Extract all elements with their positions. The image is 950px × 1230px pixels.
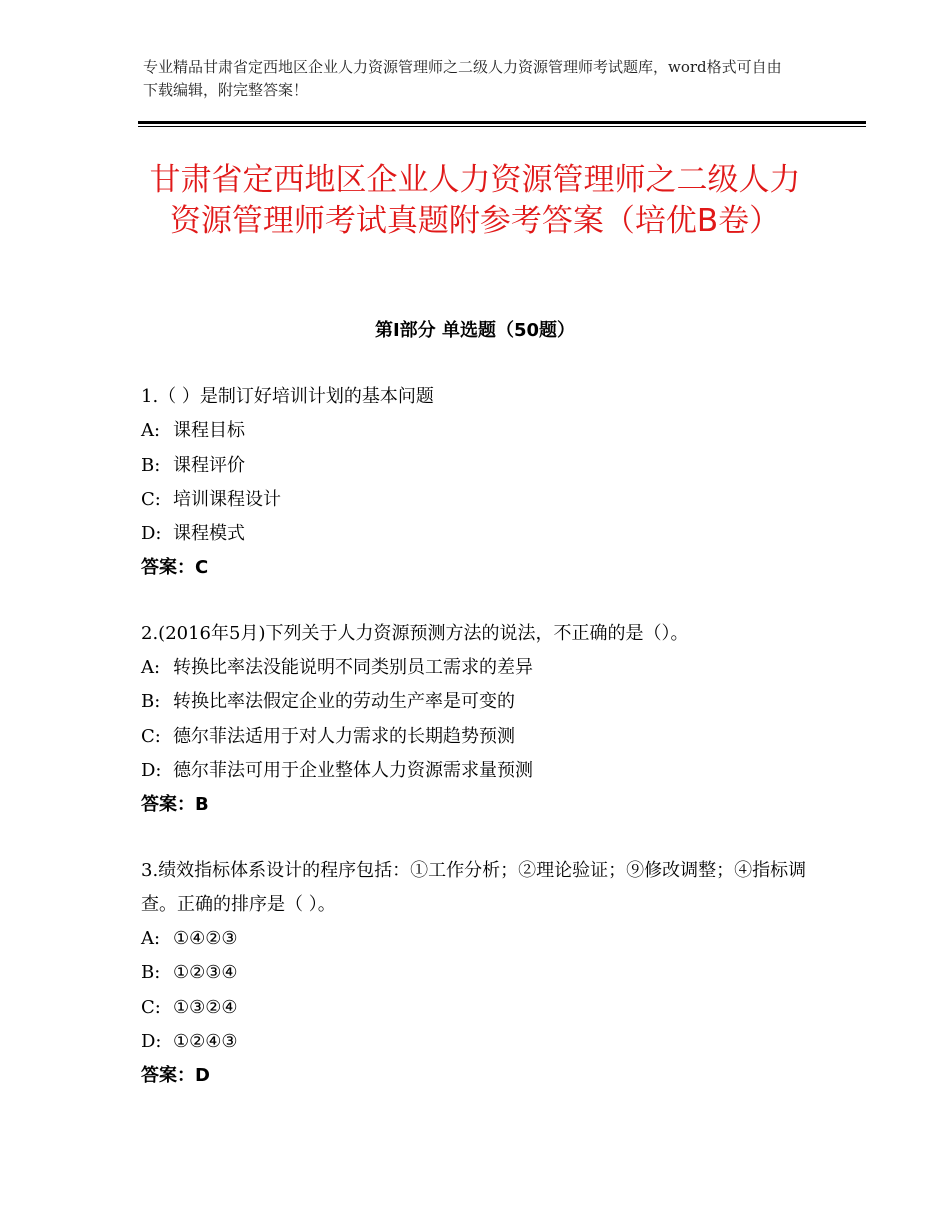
- option-b: [141, 685, 821, 719]
- question-list: [141, 380, 821, 1125]
- answer-line: 答案：D: [141, 1065, 210, 1087]
- document-title: 甘肃省定西地区企业人力资源管理师之二级人力资源管理师考试真题附参考答案（培优B卷）: [149, 162, 801, 239]
- question-stem: 1.（ ）是制订好培训计划的基本问题: [141, 386, 434, 407]
- option-text: 课程评价: [173, 454, 245, 476]
- answer-line: 答案：B: [141, 794, 209, 816]
- option-letter: A:: [141, 657, 161, 679]
- question-stem: 3.绩效指标体系设计的程序包括：①工作分析；②理论验证；⑨修改调整；④指标调查。正确的排序是（ ）。: [141, 859, 807, 915]
- option-letter: B:: [141, 691, 161, 713]
- option-a: [141, 414, 821, 448]
- option-b: [141, 449, 821, 483]
- option-text: 培训课程设计: [173, 488, 281, 510]
- option-c: [141, 483, 821, 517]
- option-letter: B:: [141, 454, 161, 476]
- option-text: 德尔菲法适用于对人力需求的长期趋势预测: [173, 725, 515, 747]
- answer-line: 答案：C: [141, 557, 209, 579]
- option-text: 课程模式: [173, 523, 245, 545]
- option-letter: C:: [141, 996, 161, 1018]
- option-letter: A:: [141, 928, 161, 950]
- option-c: [141, 991, 821, 1025]
- option-text: 转换比率法没能说明不同类别员工需求的差异: [173, 657, 533, 679]
- option-b: [141, 956, 821, 990]
- option-a: [141, 922, 821, 956]
- option-text: 课程目标: [173, 420, 245, 442]
- option-text: ①②④③: [173, 1031, 238, 1053]
- option-letter: A:: [141, 420, 161, 442]
- question-3: [141, 854, 821, 1094]
- option-text: 德尔菲法可用于企业整体人力资源需求量预测: [173, 759, 533, 781]
- option-letter: B:: [141, 962, 161, 984]
- question-2: [141, 617, 821, 823]
- option-text: ①②③④: [173, 962, 238, 984]
- option-letter: D:: [141, 523, 162, 545]
- header-rule-thick: [138, 121, 866, 124]
- option-d: [141, 1025, 821, 1059]
- option-letter: C:: [141, 725, 161, 747]
- question-1: [141, 380, 821, 586]
- option-text: ①③②④: [173, 996, 238, 1018]
- question-stem: 2.(2016年5月)下列关于人力资源预测方法的说法，不正确的是（）。: [141, 622, 689, 644]
- option-d: [141, 754, 821, 788]
- option-letter: C:: [141, 488, 161, 510]
- option-letter: D:: [141, 759, 162, 781]
- option-text: 转换比率法假定企业的劳动生产率是可变的: [173, 691, 515, 713]
- option-c: [141, 720, 821, 754]
- header-rule-thin: [138, 126, 866, 127]
- option-text: ①④②③: [173, 928, 238, 950]
- option-a: [141, 651, 821, 685]
- option-d: [141, 517, 821, 551]
- section-heading: 第Ⅰ部分 单选题（50题）: [374, 320, 575, 341]
- option-letter: D:: [141, 1031, 162, 1053]
- header-note: 专业精品甘肃省定西地区企业人力资源管理师之二级人力资源管理师考试题库，word格式可自由下载编辑，附完整答案！: [143, 58, 782, 99]
